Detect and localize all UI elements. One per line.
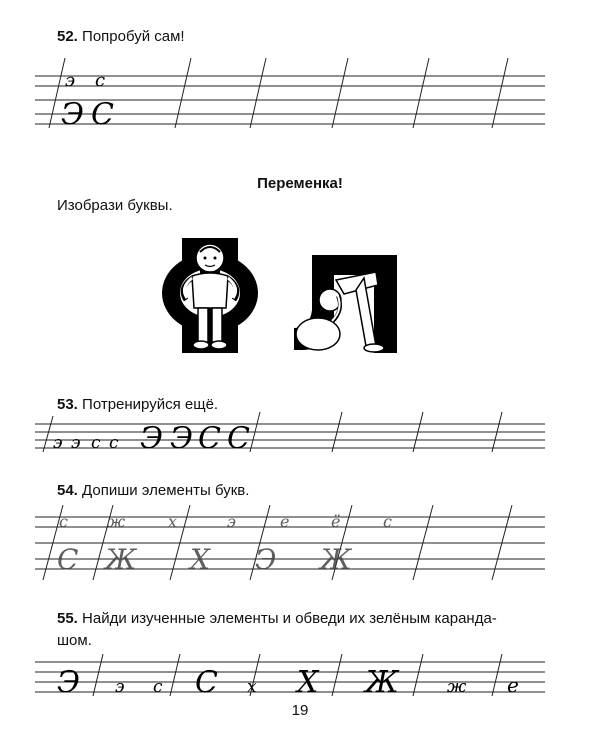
dotted-letter: с bbox=[383, 512, 392, 531]
sample-small-s: с bbox=[95, 70, 106, 91]
task-52-title bbox=[57, 28, 185, 45]
dotted-letter: ж bbox=[107, 512, 126, 531]
letter-l-illustration bbox=[292, 250, 412, 365]
search-letter: Э bbox=[57, 665, 80, 700]
search-letter: е bbox=[507, 673, 519, 697]
dotted-letter: Ж bbox=[320, 543, 352, 576]
dotted-letter: е bbox=[280, 512, 290, 531]
writing-lines-52 bbox=[35, 58, 550, 133]
dotted-letter: с bbox=[59, 512, 68, 531]
practice-letter: с bbox=[109, 433, 119, 453]
practice-letter: Э bbox=[170, 421, 193, 456]
task-text-continued: шом. bbox=[57, 632, 92, 649]
letter-f-illustration bbox=[160, 238, 260, 363]
task-number: 55. bbox=[57, 610, 78, 627]
writing-lines-53 bbox=[35, 410, 550, 460]
dotted-letter: С bbox=[57, 543, 79, 576]
sample-small-e: э bbox=[65, 70, 76, 91]
writing-lines-55 bbox=[35, 650, 550, 702]
practice-letter: с bbox=[91, 433, 101, 453]
search-letter: Х bbox=[297, 665, 319, 700]
task-54-title bbox=[57, 482, 249, 499]
dotted-letter: Х bbox=[190, 543, 210, 576]
task-text: Потренируйся ещё. bbox=[82, 396, 219, 413]
search-letter: С bbox=[195, 665, 218, 700]
task-number: 54. bbox=[57, 482, 78, 499]
search-letter: ж bbox=[447, 677, 467, 697]
task-number: 53. bbox=[57, 396, 78, 413]
task-text: Попробуй сам! bbox=[82, 28, 185, 45]
writing-lines-54 bbox=[35, 505, 550, 585]
search-letter: э bbox=[115, 677, 125, 697]
page-number: 19 bbox=[291, 702, 309, 719]
search-letter: Ж bbox=[365, 665, 399, 700]
sample-capital-e: Э bbox=[61, 97, 84, 132]
practice-letter: э bbox=[71, 433, 81, 453]
practice-letter: э bbox=[53, 433, 63, 453]
break-instruction: Изобрази буквы. bbox=[57, 197, 173, 214]
dotted-letter: х bbox=[168, 512, 178, 531]
task-text: Найди изученные элементы и обведи их зелёным каранда- bbox=[82, 610, 497, 627]
practice-letter: С bbox=[227, 421, 250, 456]
practice-letter: С bbox=[198, 421, 221, 456]
task-text: Допиши элементы букв. bbox=[82, 482, 250, 499]
task-number: 52. bbox=[57, 28, 78, 45]
dotted-letter: э bbox=[227, 512, 236, 531]
task-55-title bbox=[57, 608, 557, 652]
dotted-letter: Ж bbox=[105, 543, 137, 576]
practice-letter: Э bbox=[140, 421, 163, 456]
break-title: Переменка! bbox=[257, 175, 343, 192]
dotted-letter: Э bbox=[255, 543, 277, 576]
sample-capital-s: С bbox=[91, 97, 114, 132]
search-letter: с bbox=[153, 677, 163, 697]
search-letter: х bbox=[247, 677, 257, 697]
dotted-letter: ё bbox=[331, 512, 341, 531]
